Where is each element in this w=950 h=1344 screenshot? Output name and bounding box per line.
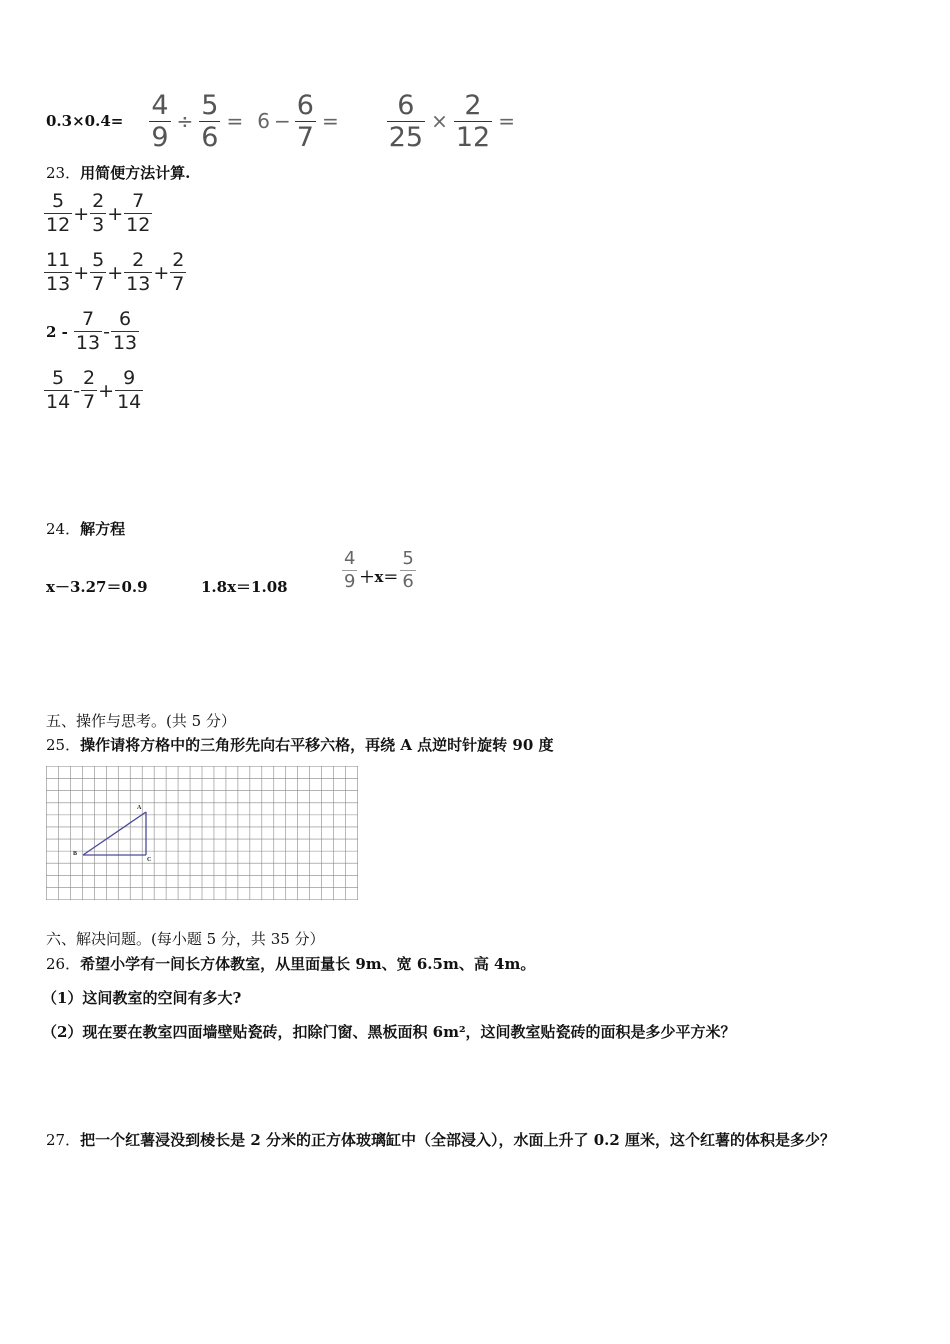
q22-item-1: 0.3×0.4= xyxy=(46,112,124,130)
fraction: $\frac{7}{13}$ xyxy=(75,308,101,354)
q22-row xyxy=(46,89,521,153)
q25-title xyxy=(46,734,554,755)
q23-expr-4: $\frac{5}{14}$ - $\frac{2}{7}$ + $\frac{9}{14}$ xyxy=(46,367,142,413)
q23-expr-3: 2 - $\frac{7}{13}$ - $\frac{6}{13}$ xyxy=(46,308,138,354)
fraction: $\frac{6}{7}$ xyxy=(296,89,314,153)
square-grid xyxy=(46,766,358,900)
fraction: $\frac{4}{9}$ xyxy=(151,89,169,153)
fraction: $\frac{5}{12}$ xyxy=(46,190,71,236)
q26-title xyxy=(46,953,535,974)
fraction: $\frac{9}{14}$ xyxy=(117,367,142,413)
q23-title xyxy=(46,162,190,183)
q26-sub-2: （2）现在要在教室四面墙壁贴瓷砖，扣除门窗、黑板面积 6m²，这间教室贴瓷砖的面积是多少平方米？ xyxy=(42,1023,736,1041)
q22-item-3: 6 − $\frac{6}{7}$ = xyxy=(257,89,339,153)
grid-lines xyxy=(46,766,358,900)
question-number: 23． xyxy=(46,164,81,182)
fraction: $\frac{5}{6}$ xyxy=(402,548,414,592)
q26-sub-1: （1）这间教室的空间有多大? xyxy=(42,989,242,1007)
question-text: 用简便方法计算. xyxy=(80,164,191,182)
equation-2: 1.8x＝1.08 xyxy=(201,578,288,596)
fraction: $\frac{4}{9}$ xyxy=(344,548,356,592)
question-number: 25． xyxy=(46,736,81,754)
question-number: 24． xyxy=(46,520,81,538)
question-text: 解方程 xyxy=(80,520,126,538)
q27-title xyxy=(46,1129,835,1150)
vertex-label-b: B xyxy=(73,851,78,857)
fraction: $\frac{6}{13}$ xyxy=(112,308,138,354)
question-text: 操作请将方格中的三角形先向右平移六格，再绕 A 点逆时针旋转 90 度 xyxy=(80,736,554,754)
vertex-label-c: C xyxy=(147,857,152,863)
fraction: $\frac{2}{7}$ xyxy=(83,367,96,413)
q23-expr-2: $\frac{11}{13}$ + $\frac{5}{7}$ + $\frac{2}{13}$ + $\frac{2}{7}$ xyxy=(46,249,185,295)
section-5-heading: 五、操作与思考。(共 5 分） xyxy=(46,712,236,730)
triangle-abc xyxy=(83,812,146,855)
fraction: $\frac{5}{7}$ xyxy=(92,249,105,295)
question-number: 27． xyxy=(46,1131,81,1149)
fraction: $\frac{2}{3}$ xyxy=(92,190,105,236)
question-number: 26． xyxy=(46,955,81,973)
question-text: 把一个红薯浸没到棱长是 2 分米的正方体玻璃缸中（全部浸入），水面上升了 0.2 厘米，这个红薯的体积是多少？ xyxy=(80,1131,836,1149)
question-text: 希望小学有一间长方体教室，从里面量长 9m、宽 6.5m、高 4m。 xyxy=(80,955,536,973)
fraction: $\frac{2}{7}$ xyxy=(172,249,185,295)
fraction: $\frac{5}{14}$ xyxy=(46,367,71,413)
q22-item-2: $\frac{4}{9}$ ÷ $\frac{5}{6}$ = xyxy=(151,89,244,153)
q23-expr-1: $\frac{5}{12}$ + $\frac{2}{3}$ + $\frac{7}{12}$ xyxy=(46,190,151,236)
q24-title xyxy=(46,518,125,539)
triangle-edge-ba xyxy=(83,812,146,855)
section-6-heading: 六、解决问题。(每小题 5 分，共 35 分） xyxy=(46,930,325,948)
fraction: $\frac{7}{12}$ xyxy=(126,190,151,236)
fraction: $\frac{5}{6}$ xyxy=(201,89,219,153)
fraction: $\frac{2}{12}$ xyxy=(455,89,491,153)
vertex-label-a: A xyxy=(137,805,142,811)
fraction: $\frac{2}{13}$ xyxy=(126,249,151,295)
equation-3: $\frac{4}{9}$ ＋x＝ $\frac{5}{6}$ xyxy=(344,548,414,592)
fraction: $\frac{6}{25}$ xyxy=(388,89,424,153)
q22-item-4: $\frac{6}{25}$ × $\frac{2}{12}$ = xyxy=(388,89,515,153)
equation-1: x－3.27＝0.9 xyxy=(46,578,148,596)
fraction: $\frac{11}{13}$ xyxy=(46,249,71,295)
